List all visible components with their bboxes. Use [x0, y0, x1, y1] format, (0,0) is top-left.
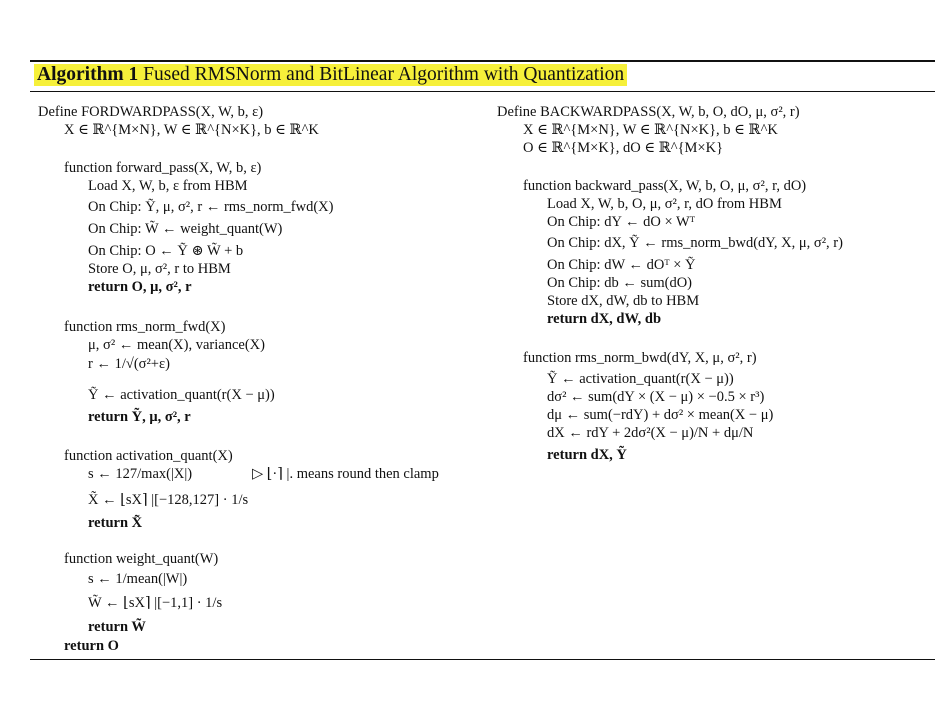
algo-line: Load X, W, b, ε from HBM — [88, 178, 248, 194]
algo-line: function activation_quant(X) — [64, 448, 233, 464]
caption-rule — [30, 91, 935, 92]
algo-line: Ỹ ← activation_quant(r(X − μ)) — [547, 371, 734, 387]
algo-line: On Chip: db ← sum(dO) — [547, 275, 692, 291]
algo-line: Define FORDWARDPASS(X, W, b, ε) — [38, 104, 264, 120]
algo-line: r ← 1/√(σ²+ε) — [88, 356, 170, 372]
algorithm-label: Algorithm 1 — [37, 64, 139, 85]
algo-line: X ∈ ℝ^{M×N}, W ∈ ℝ^{N×K}, b ∈ ℝ^K — [523, 122, 778, 138]
algo-line: function rms_norm_fwd(X) — [64, 319, 226, 335]
top-rule — [30, 60, 935, 62]
algo-comment: ▷ ⌊·⌉ |. means round then clamp — [252, 466, 439, 482]
algo-line: X̃ ← ⌊sX⌉ |[−128,127] · 1/s — [88, 492, 249, 508]
algo-line: On Chip: Ỹ, μ, σ², r ← rms_norm_fwd(X) — [88, 199, 334, 215]
algo-line: s ← 1/mean(|W|) — [88, 571, 188, 587]
algo-line: function weight_quant(W) — [64, 551, 219, 567]
algo-line: dX ← rdY + 2dσ²(X − μ)/N + dμ/N — [547, 425, 754, 441]
algo-line: dσ² ← sum(dY × (X − μ) × −0.5 × r³) — [547, 389, 765, 405]
algo-line: return dX, Ỹ — [547, 447, 627, 463]
algorithm-caption — [34, 64, 627, 86]
algo-line: return Ỹ, μ, σ², r — [88, 409, 191, 425]
algo-line: Store dX, dW, db to HBM — [547, 293, 700, 309]
bottom-rule — [30, 659, 935, 660]
algo-line: Ỹ ← activation_quant(r(X − μ)) — [88, 387, 275, 403]
algo-line: return O — [64, 638, 119, 654]
algo-line: Load X, W, b, O, μ, σ², r, dO from HBM — [547, 196, 782, 212]
algo-line: On Chip: dW ← dOᵀ × Ỹ — [547, 257, 696, 273]
algo-line: On Chip: W̃ ← weight_quant(W) — [88, 221, 283, 237]
algo-line: return O, μ, σ², r — [88, 279, 192, 295]
algo-line: return W̃ — [88, 619, 146, 635]
algo-line: X ∈ ℝ^{M×N}, W ∈ ℝ^{N×K}, b ∈ ℝ^K — [64, 122, 319, 138]
algorithm-title: Fused RMSNorm and BitLinear Algorithm with Quantization — [143, 64, 625, 85]
algo-line: On Chip: O ← Ỹ ⊛ W̃ + b — [88, 243, 244, 259]
algo-line: function backward_pass(X, W, b, O, μ, σ², r, dO) — [523, 178, 807, 194]
algo-line: W̃ ← ⌊sX⌉ |[−1,1] · 1/s — [88, 595, 223, 611]
algo-line: s ← 127/max(|X|) — [88, 466, 193, 482]
algo-line: On Chip: dX, Ỹ ← rms_norm_bwd(dY, X, μ, σ², r) — [547, 235, 843, 251]
algo-line: return X̃ — [88, 515, 143, 531]
algo-line: μ, σ² ← mean(X), variance(X) — [88, 337, 265, 353]
algo-line: O ∈ ℝ^{M×K}, dO ∈ ℝ^{M×K} — [523, 140, 724, 156]
algo-line: function forward_pass(X, W, b, ε) — [64, 160, 262, 176]
algo-line: dμ ← sum(−rdY) + dσ² × mean(X − μ) — [547, 407, 774, 423]
algo-line: function rms_norm_bwd(dY, X, μ, σ², r) — [523, 350, 757, 366]
algo-line: return dX, dW, db — [547, 311, 662, 327]
algo-line: Define BACKWARDPASS(X, W, b, O, dO, μ, σ², r) — [497, 104, 800, 120]
algo-line: On Chip: dY ← dO × Wᵀ — [547, 214, 695, 230]
algo-line: Store O, μ, σ², r to HBM — [88, 261, 231, 277]
